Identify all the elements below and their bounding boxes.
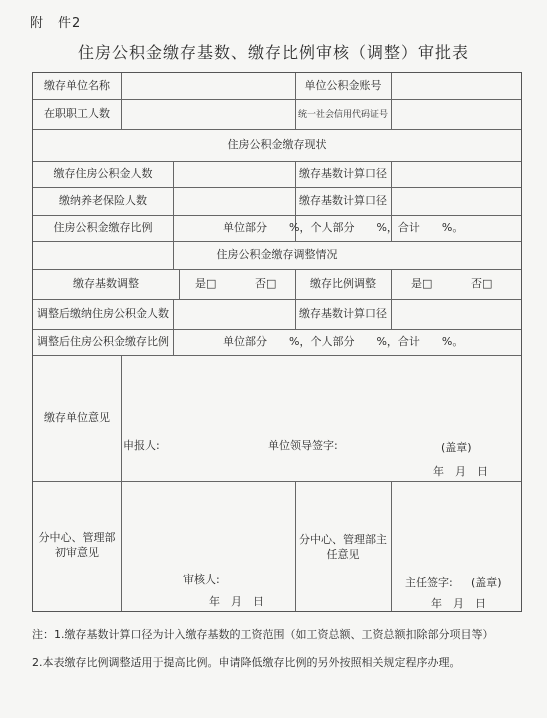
- depositors-field[interactable]: [174, 162, 294, 186]
- credit-code-field[interactable]: [392, 100, 520, 128]
- seal-label: (盖章): [441, 441, 472, 454]
- current-status-section-title: 住房公积金缴存现状: [227, 138, 327, 151]
- director-seal-label: (盖章): [471, 576, 502, 589]
- after-depositors-field[interactable]: [174, 300, 294, 328]
- note-1: 注：1.缴存基数计算口径为计入缴存基数的工资范围（如工资总额、工资总额扣除部分项目等）: [32, 628, 494, 641]
- unit-account-label: 单位公积金账号: [304, 79, 382, 92]
- note-2: 2.本表缴存比例调整适用于提高比例。申请降低缴存比例的另外按照相关规定程序办理。: [32, 656, 461, 669]
- applicant-label: 申报人:: [123, 439, 160, 452]
- depositors-label: 缴存住房公积金人数: [53, 167, 153, 180]
- ratio-label: 住房公积金缴存比例: [53, 221, 153, 234]
- leader-sign-label: 单位领导签字:: [268, 439, 338, 452]
- unit-name-label: 缴存单位名称: [44, 79, 110, 92]
- unit-opinion-label: 缴存单位意见: [44, 411, 110, 424]
- employees-label: 在职职工人数: [44, 107, 110, 120]
- director-opinion-label-line1: 分中心、管理部主: [299, 533, 387, 546]
- ratio-adjust-label: 缴存比例调整: [310, 277, 376, 290]
- base-adjust-no-checkbox[interactable]: 否□: [255, 277, 277, 290]
- after-ratio-values[interactable]: 单位部分 %，个人部分 %，合计 %。: [223, 335, 464, 348]
- approval-form-table: [32, 72, 522, 612]
- director-opinion-field[interactable]: [392, 483, 520, 573]
- director-date: 年 月 日: [431, 597, 486, 610]
- calc-basis-label-3: 缴存基数计算口径: [299, 307, 387, 320]
- attachment-label: 附 件2: [30, 16, 82, 31]
- reviewer-label: 审核人:: [183, 573, 220, 586]
- pension-label: 缴纳养老保险人数: [59, 194, 147, 207]
- branch-opinion-label-line1: 分中心、管理部: [38, 531, 116, 544]
- unit-date: 年 月 日: [433, 465, 488, 478]
- director-sign-label: 主任签字:: [405, 576, 453, 589]
- page-title: 住房公积金缴存基数、缴存比例审核（调整）审批表: [77, 43, 469, 62]
- after-ratio-label: 调整后住房公积金缴存比例: [37, 335, 169, 348]
- pension-field[interactable]: [174, 188, 294, 214]
- unit-opinion-field[interactable]: [122, 356, 520, 416]
- reviewer-date: 年 月 日: [209, 595, 264, 608]
- calc-basis-field-2[interactable]: [392, 188, 520, 214]
- ratio-adjust-yes-checkbox[interactable]: 是□: [411, 277, 433, 290]
- employees-field[interactable]: [122, 100, 294, 128]
- adjust-section-title: 住房公积金缴存调整情况: [216, 248, 338, 261]
- base-adjust-label: 缴存基数调整: [73, 277, 139, 290]
- calc-basis-field-3[interactable]: [392, 300, 520, 328]
- branch-opinion-label-line2: 初审意见: [55, 546, 99, 559]
- ratio-values[interactable]: 单位部分 %，个人部分 %，合计 %。: [223, 221, 464, 234]
- after-depositors-label: 调整后缴纳住房公积金人数: [37, 307, 169, 320]
- director-opinion-label-line2: 任意见: [326, 548, 360, 561]
- calc-basis-field[interactable]: [392, 162, 520, 186]
- calc-basis-label: 缴存基数计算口径: [299, 167, 387, 180]
- unit-name-field[interactable]: [122, 74, 294, 98]
- unit-account-field[interactable]: [392, 74, 520, 98]
- credit-code-label: 统一社会信用代码证号: [297, 110, 388, 120]
- calc-basis-label-2: 缴存基数计算口径: [299, 194, 387, 207]
- base-adjust-yes-checkbox[interactable]: 是□: [195, 277, 217, 290]
- ratio-adjust-no-checkbox[interactable]: 否□: [471, 277, 493, 290]
- branch-opinion-field[interactable]: [122, 483, 294, 573]
